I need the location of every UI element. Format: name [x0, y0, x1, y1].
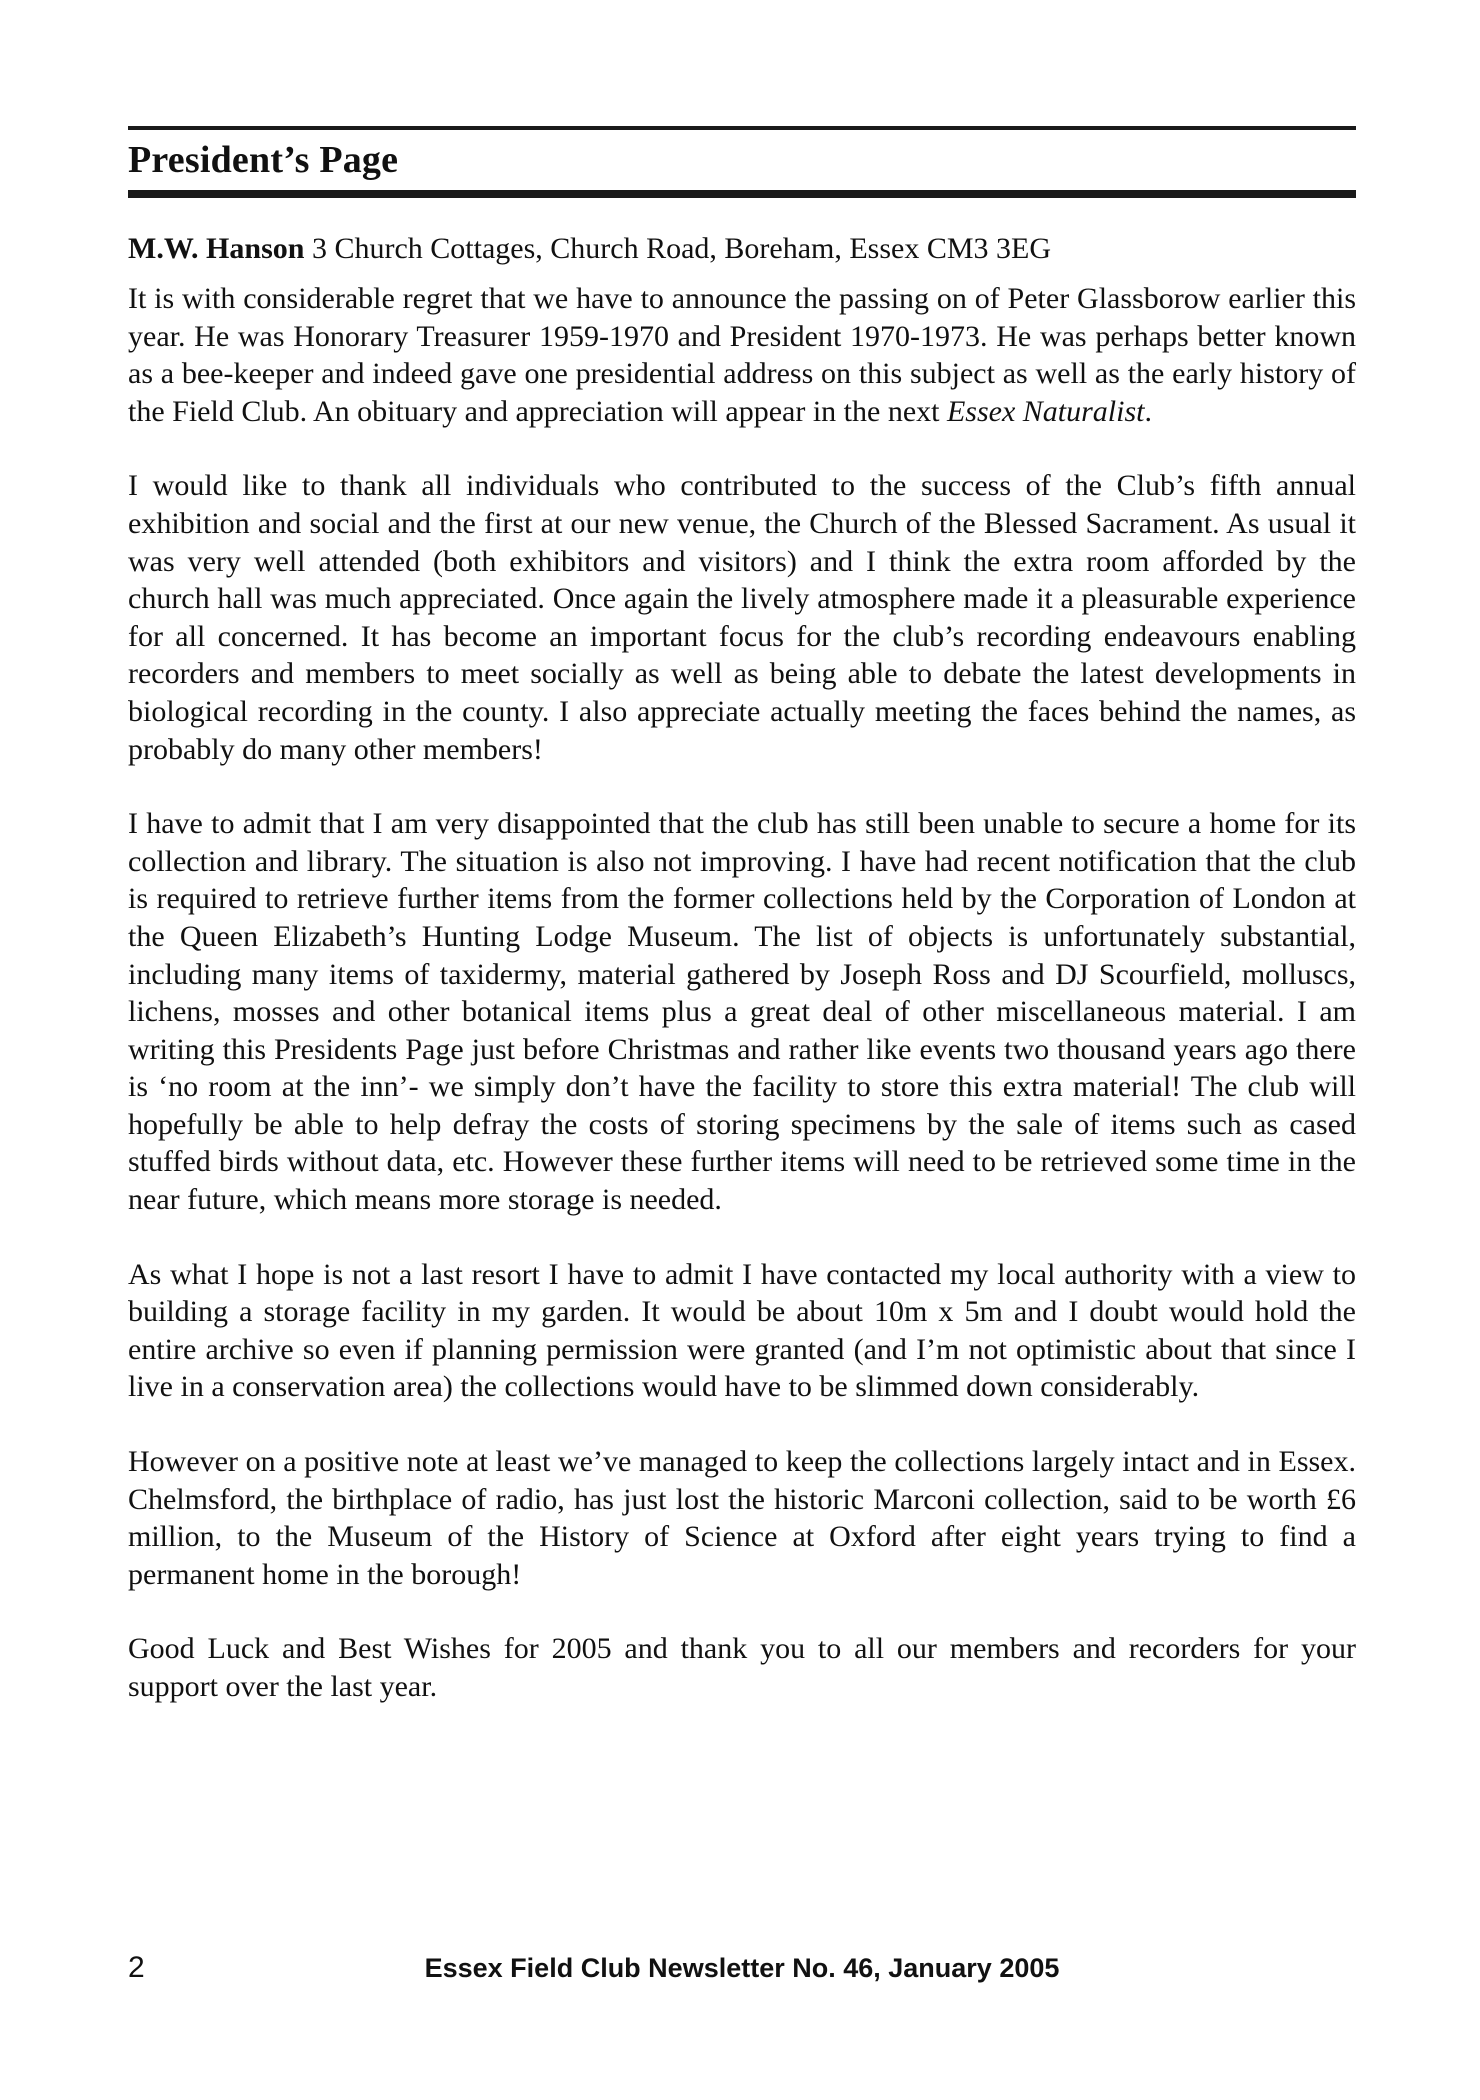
paragraph-exhibition: I would like to thank all individuals who contributed to the success of the Club’s fifth annual exhibition and social and the first at our new venue, the Church of the Blessed Sacrament. As usual it was very well attended (both exhibitors and visitors) and I think the extra room afforded by the church hall was much appreciated. Once again the lively atmosphere made it a pleasurable experience for all concerned. It has become an important focus for the club’s recording endeavours enabling recorders and members to meet socially as well as being able to debate the latest developments in biological recording in the county. I also appreciate actually meeting the faces behind the names, as probably do many other members!: [128, 469, 1356, 766]
paragraph-obituary: [128, 280, 1356, 430]
author-address: 3 Church Cottages, Church Road, Boreham, Essex CM3 3EG: [311, 232, 1052, 265]
page-number: 2: [128, 1951, 145, 1984]
page-footer: [128, 1950, 1356, 1990]
author-line: [128, 230, 1356, 268]
paragraph-text: It is with considerable regret that we have to announce the passing on of Peter Glassborow earlier this year. He was Honorary Treasurer 1959-1970 and President 1970-1973. He was perhaps better known as a bee-keeper and indeed gave one presidential address on this subject as well as the early history of the Field Club. An obituary and appreciation will appear in the next: [128, 282, 1356, 428]
page-content: [128, 126, 1356, 2026]
publication-footer-title: Essex Field Club Newsletter No. 46, January 2005: [424, 1953, 1060, 1983]
page-title: President’s Page: [128, 139, 399, 181]
paragraph-storage: As what I hope is not a last resort I have to admit I have contacted my local authority with a view to building a storage facility in my garden. It would be about 10m x 5m and I doubt would hold the entire archive so even if planning permission were granted (and I’m not optimistic about that since I live in a conservation area) the collections would have to be slimmed down considerably.: [128, 1257, 1356, 1404]
publication-title-italic: Essex Naturalist: [946, 394, 1145, 428]
paragraph-collections: I have to admit that I am very disappointed that the club has still been unable to secure a home for its collection and library. The situation is also not improving. I have had recent notification that the club is required to retrieve further items from the former collections held by the Corporation of London at the Queen Elizabeth’s Hunting Lodge Museum. The list of objects is unfortunately substantial, including many items of taxidermy, material gathered by Joseph Ross and DJ Scourfield, molluscs, lichens, mosses and other botanical items plus a great deal of other miscellaneous material. I am writing this Presidents Page just before Christmas and rather like events two thousand years ago there is ‘no room at the inn’- we simply don’t have the facility to store this extra material! The club will hopefully be able to help defray the costs of storing specimens by the sale of items such as cased stuffed birds without data, etc. However these further items will need to be retrieved some time in the near future, which means more storage is needed.: [128, 807, 1356, 1217]
author-name: M.W. Hanson: [128, 232, 305, 265]
paragraph-closing: Good Luck and Best Wishes for 2005 and thank you to all our members and recorders for your support over the last year.: [128, 1632, 1356, 1703]
header-top-rule: [128, 126, 1356, 130]
paragraph-positive-note: However on a positive note at least we’ve managed to keep the collections largely intact and in Essex. Chelmsford, the birthplace of radio, has just lost the historic Marconi collection, said to be worth £6 million, to the Museum of the History of Science at Oxford after eight years trying to find a permanent home in the borough!: [128, 1445, 1356, 1591]
header-bottom-rule: [128, 190, 1356, 198]
paragraph-text-end: .: [1144, 394, 1152, 428]
